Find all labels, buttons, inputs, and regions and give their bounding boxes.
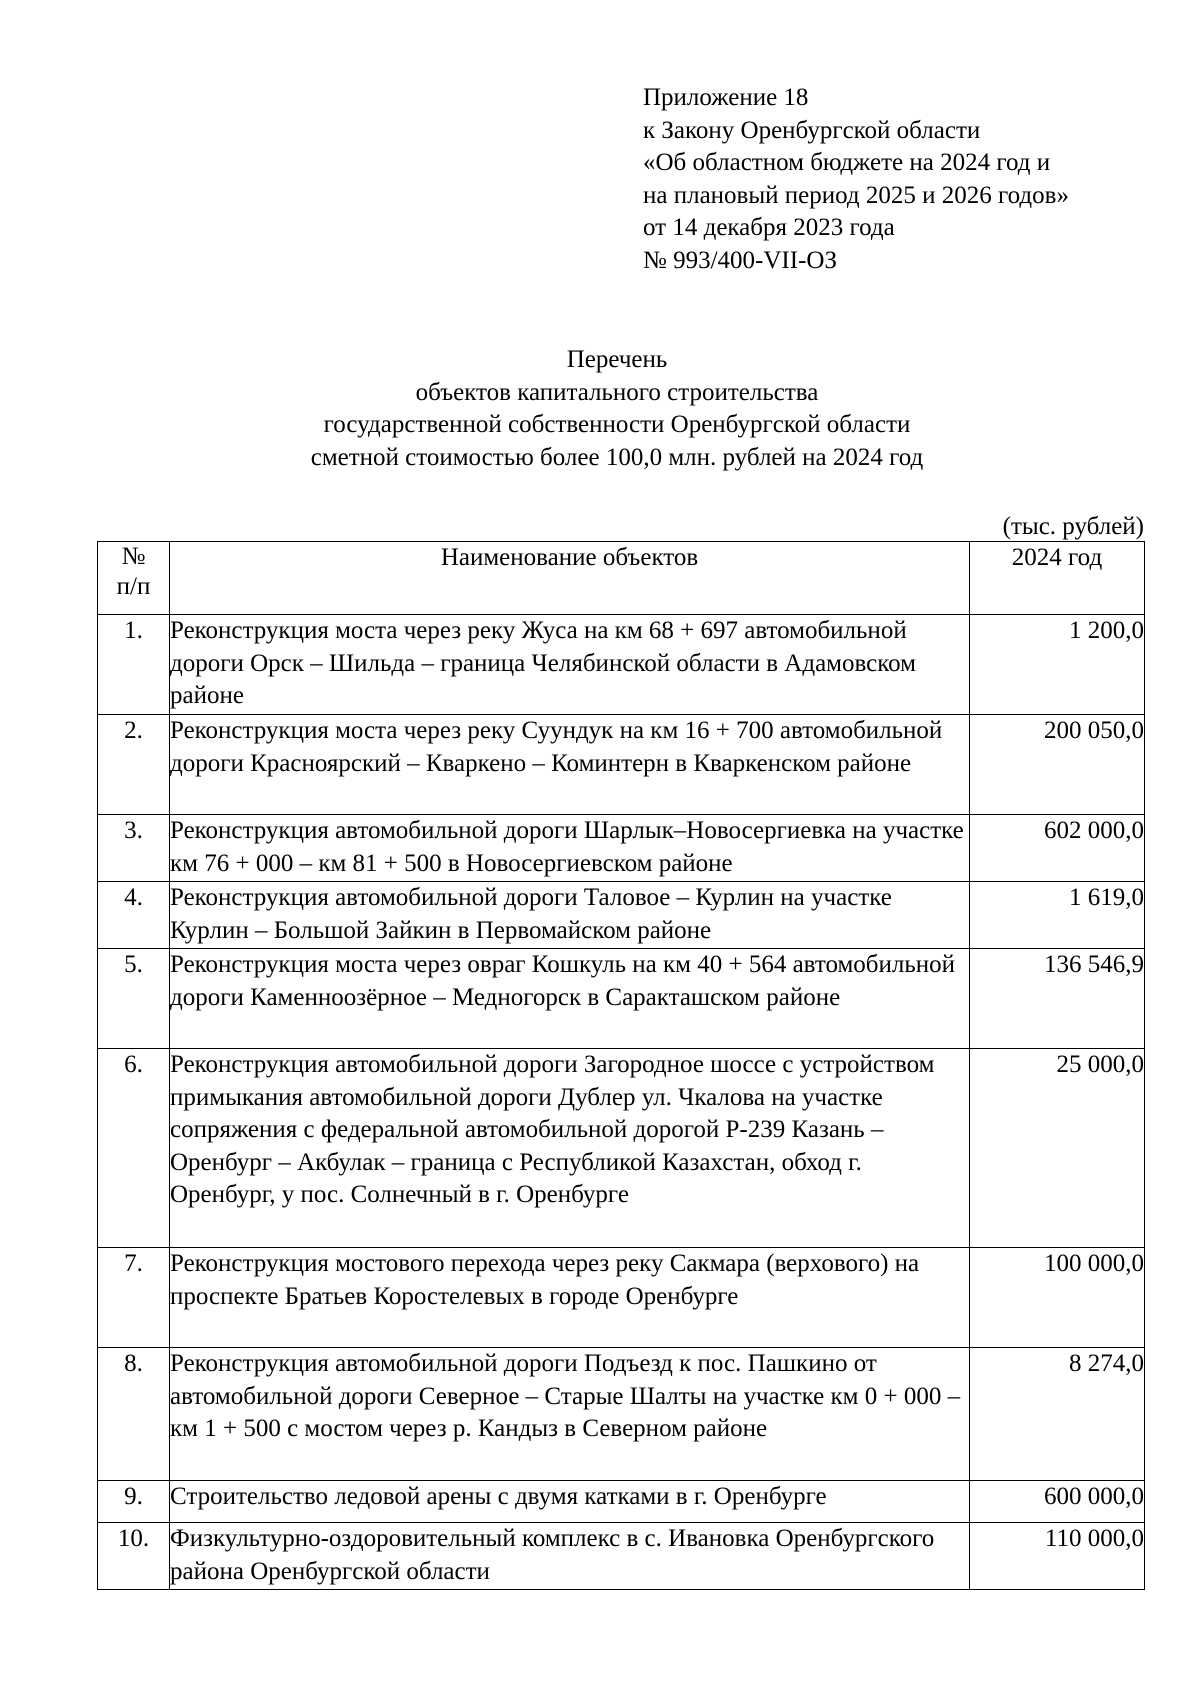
row-value: 600 000,0 bbox=[970, 1481, 1145, 1523]
appendix-header bbox=[643, 82, 1069, 277]
row-name: Физкультурно-оздоровительный комплекс в с. Ивановка Оренбургского района Оренбургской области bbox=[170, 1523, 970, 1590]
table-row bbox=[98, 715, 1145, 815]
row-name: Реконструкция автомобильной дороги Таловое – Курлин на участке Курлин – Большой Зайкин в Первомайском районе bbox=[170, 882, 970, 949]
document-title bbox=[0, 344, 1200, 474]
row-number: 7. bbox=[98, 1248, 170, 1348]
appendix-line: № 993/400-VII-ОЗ bbox=[643, 246, 837, 274]
title-line: объектов капитального строительства bbox=[415, 378, 819, 406]
row-name: Реконструкция моста через овраг Кошкуль на км 40 + 564 автомобильной дороги Каменноозёрное – Медногорск в Саракташском районе bbox=[170, 949, 970, 1049]
row-value: 200 050,0 bbox=[970, 715, 1145, 815]
row-value: 110 000,0 bbox=[970, 1523, 1145, 1590]
table-row bbox=[98, 815, 1145, 882]
appendix-line: «Об областном бюджете на 2024 год и bbox=[643, 149, 1051, 176]
table-row bbox=[98, 882, 1145, 949]
row-name: Реконструкция автомобильной дороги Загородное шоссе с устройством примыкания автомобильной дороги Дублер ул. Чкалова на участке сопряжения с федеральной автомобильной дорогой Р-239 Казань – Оренбург – Акбулак – граница с Республикой Казахстан, обход г. Оренбург, у пос. Солнечный в г. Оренбурге bbox=[170, 1049, 970, 1248]
title-line: государственной собственности Оренбургской области bbox=[323, 411, 911, 438]
table-header-row bbox=[98, 542, 1145, 615]
appendix-line: от 14 декабря 2023 года bbox=[643, 214, 895, 241]
units-label: (тыс. рублей) bbox=[1002, 513, 1144, 540]
title-line: сметной стоимостью более 100,0 млн. рублей на 2024 год bbox=[310, 443, 924, 471]
header-value: 2024 год bbox=[970, 542, 1145, 615]
row-name: Реконструкция мостового перехода через реку Сакмара (верхового) на проспекте Братьев Коростелевых в городе Оренбурге bbox=[170, 1248, 970, 1348]
row-number: 1. bbox=[98, 615, 170, 715]
row-name: Реконструкция автомобильной дороги Шарлык–Новосергиевка на участке км 76 + 000 – км 81 + 500 в Новосергиевском районе bbox=[170, 815, 970, 882]
header-number-line1: № bbox=[121, 543, 146, 570]
row-number: 3. bbox=[98, 815, 170, 882]
table-row bbox=[98, 1049, 1145, 1248]
row-number: 5. bbox=[98, 949, 170, 1049]
header-name: Наименование объектов bbox=[170, 542, 970, 615]
title-line: Перечень bbox=[566, 346, 668, 373]
row-name: Реконструкция моста через реку Суундук на км 16 + 700 автомобильной дороги Красноярский – Кваркено – Коминтерн в Кваркенском районе bbox=[170, 715, 970, 815]
row-value: 25 000,0 bbox=[970, 1049, 1145, 1248]
appendix-line: Приложение 18 bbox=[643, 84, 809, 111]
objects-table bbox=[97, 541, 1145, 1590]
row-number: 2. bbox=[98, 715, 170, 815]
row-value: 602 000,0 bbox=[970, 815, 1145, 882]
row-name: Реконструкция моста через реку Жуса на км 68 + 697 автомобильной дороги Орск – Шильда – граница Челябинской области в Адамовском районе bbox=[170, 615, 970, 715]
table-row bbox=[98, 1523, 1145, 1590]
row-number: 6. bbox=[98, 1049, 170, 1248]
row-value: 8 274,0 bbox=[970, 1348, 1145, 1481]
table-row bbox=[98, 1248, 1145, 1348]
appendix-line: на плановый период 2025 и 2026 годов» bbox=[643, 181, 1069, 209]
row-value: 100 000,0 bbox=[970, 1248, 1145, 1348]
row-number: 8. bbox=[98, 1348, 170, 1481]
row-value: 1 619,0 bbox=[970, 882, 1145, 949]
row-number: 9. bbox=[98, 1481, 170, 1523]
row-name: Строительство ледовой арены с двумя катками в г. Оренбурге bbox=[170, 1481, 970, 1523]
appendix-line: к Закону Оренбургской области bbox=[643, 116, 981, 144]
header-number-line2: п/п bbox=[116, 573, 151, 600]
header-number bbox=[98, 542, 170, 615]
row-value: 136 546,9 bbox=[970, 949, 1145, 1049]
table-row bbox=[98, 1348, 1145, 1481]
row-value: 1 200,0 bbox=[970, 615, 1145, 715]
row-number: 10. bbox=[98, 1523, 170, 1590]
table-row bbox=[98, 615, 1145, 715]
row-name: Реконструкция автомобильной дороги Подъезд к пос. Пашкино от автомобильной дороги Северное – Старые Шалты на участке км 0 + 000 – км 1 + 500 с мостом через р. Кандыз в Северном районе bbox=[170, 1348, 970, 1481]
row-number: 4. bbox=[98, 882, 170, 949]
table-row bbox=[98, 949, 1145, 1049]
table-row bbox=[98, 1481, 1145, 1523]
